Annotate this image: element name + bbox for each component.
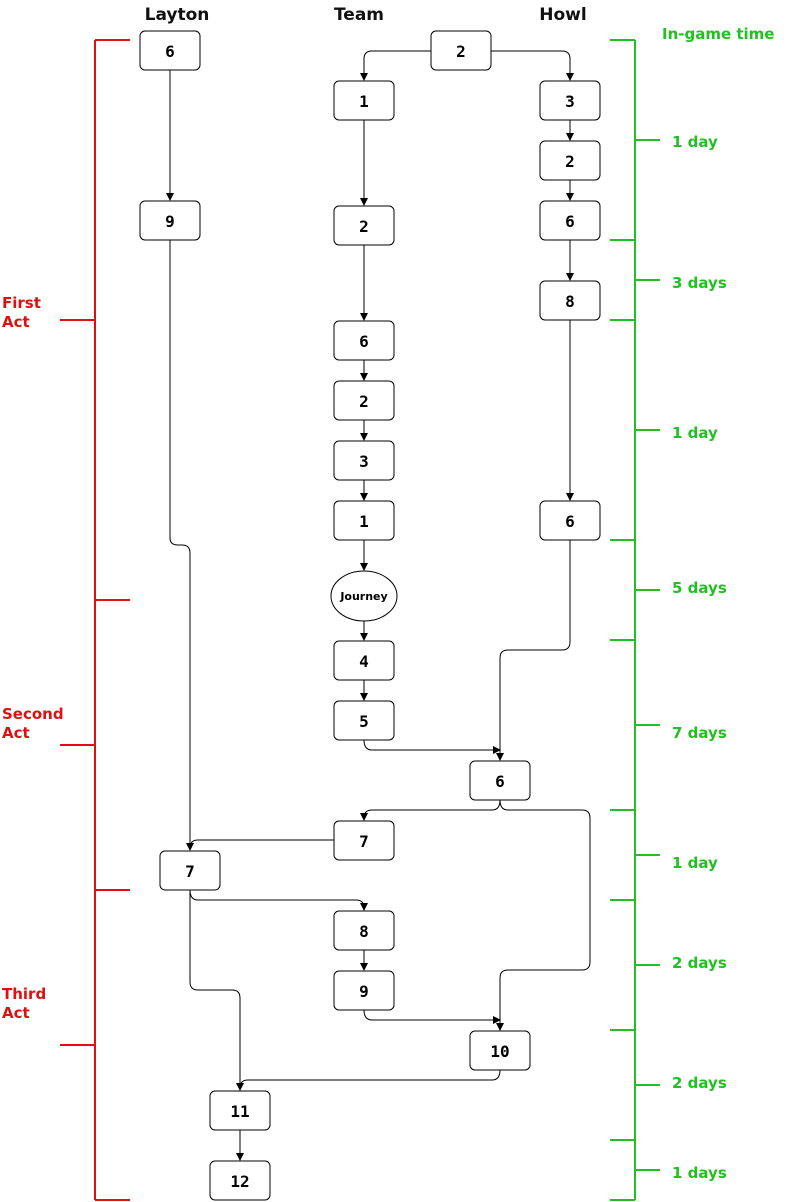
svg-text:8: 8	[565, 292, 575, 311]
act-first-line1: First	[2, 294, 41, 312]
time-header: In-game time	[662, 25, 775, 43]
svg-text:1: 1	[359, 92, 369, 111]
node-team-8	[334, 911, 394, 950]
act-second-line2: Act	[2, 724, 30, 742]
time-label-5: 7 days	[672, 724, 727, 742]
node-team-2b	[334, 381, 394, 420]
svg-text:6: 6	[565, 512, 575, 531]
time-label-8: 2 days	[672, 1074, 727, 1092]
time-label-9: 1 days	[672, 1164, 727, 1182]
svg-text:10: 10	[490, 1042, 510, 1061]
node-howl-3	[540, 81, 600, 120]
time-label-7: 2 days	[672, 954, 727, 972]
acts-bracket	[60, 40, 130, 1200]
svg-text:8: 8	[359, 922, 369, 941]
act-second-line1: Second	[2, 705, 64, 723]
time-label-3: 1 day	[672, 424, 718, 442]
svg-text:4: 4	[359, 652, 369, 671]
time-label-6: 1 day	[672, 854, 718, 872]
svg-text:Journey: Journey	[340, 590, 388, 603]
column-header-layton: Layton	[144, 5, 210, 25]
node-layton-7	[160, 851, 220, 890]
time-bracket	[610, 40, 660, 1200]
node-11	[210, 1091, 270, 1130]
svg-text:3: 3	[565, 92, 575, 111]
svg-text:2: 2	[359, 217, 369, 236]
svg-text:2: 2	[456, 42, 466, 61]
node-12	[210, 1161, 270, 1200]
svg-text:5: 5	[359, 712, 369, 731]
svg-text:9: 9	[165, 212, 175, 231]
node-team-9	[334, 971, 394, 1010]
svg-text:3: 3	[359, 452, 369, 471]
svg-text:7: 7	[185, 862, 195, 881]
node-team-1	[334, 81, 394, 120]
svg-text:1: 1	[359, 512, 369, 531]
node-team-2	[334, 206, 394, 245]
time-label-1: 1 day	[672, 133, 718, 151]
node-howl-6	[540, 201, 600, 240]
node-team-6	[334, 321, 394, 360]
node-howl-6b	[540, 501, 600, 540]
node-layton-6	[140, 31, 200, 70]
svg-text:6: 6	[165, 42, 175, 61]
svg-text:7: 7	[359, 832, 369, 851]
node-team-5	[334, 701, 394, 740]
svg-text:6: 6	[495, 772, 505, 791]
node-10	[470, 1031, 530, 1070]
node-merge-6	[470, 761, 530, 800]
svg-text:2: 2	[359, 392, 369, 411]
column-header-howl: Howl	[539, 5, 587, 25]
act-first-line2: Act	[2, 313, 30, 331]
node-layton-9	[140, 201, 200, 240]
node-team-3	[334, 441, 394, 480]
node-howl-2	[540, 141, 600, 180]
node-howl-8	[540, 281, 600, 320]
node-team-7	[334, 821, 394, 860]
svg-text:9: 9	[359, 982, 369, 1001]
time-label-2: 3 days	[672, 274, 727, 292]
time-label-4: 5 days	[672, 579, 727, 597]
svg-text:6: 6	[359, 332, 369, 351]
node-team-4	[334, 641, 394, 680]
node-team-1b	[334, 501, 394, 540]
column-header-team: Team	[333, 5, 385, 25]
svg-text:6: 6	[565, 212, 575, 231]
svg-text:12: 12	[230, 1172, 250, 1191]
svg-text:2: 2	[565, 152, 575, 171]
act-third-line2: Act	[2, 1004, 30, 1022]
act-third-line1: Third	[2, 985, 47, 1003]
node-top-2	[431, 31, 491, 70]
svg-text:11: 11	[230, 1102, 250, 1121]
node-journey	[331, 571, 397, 621]
